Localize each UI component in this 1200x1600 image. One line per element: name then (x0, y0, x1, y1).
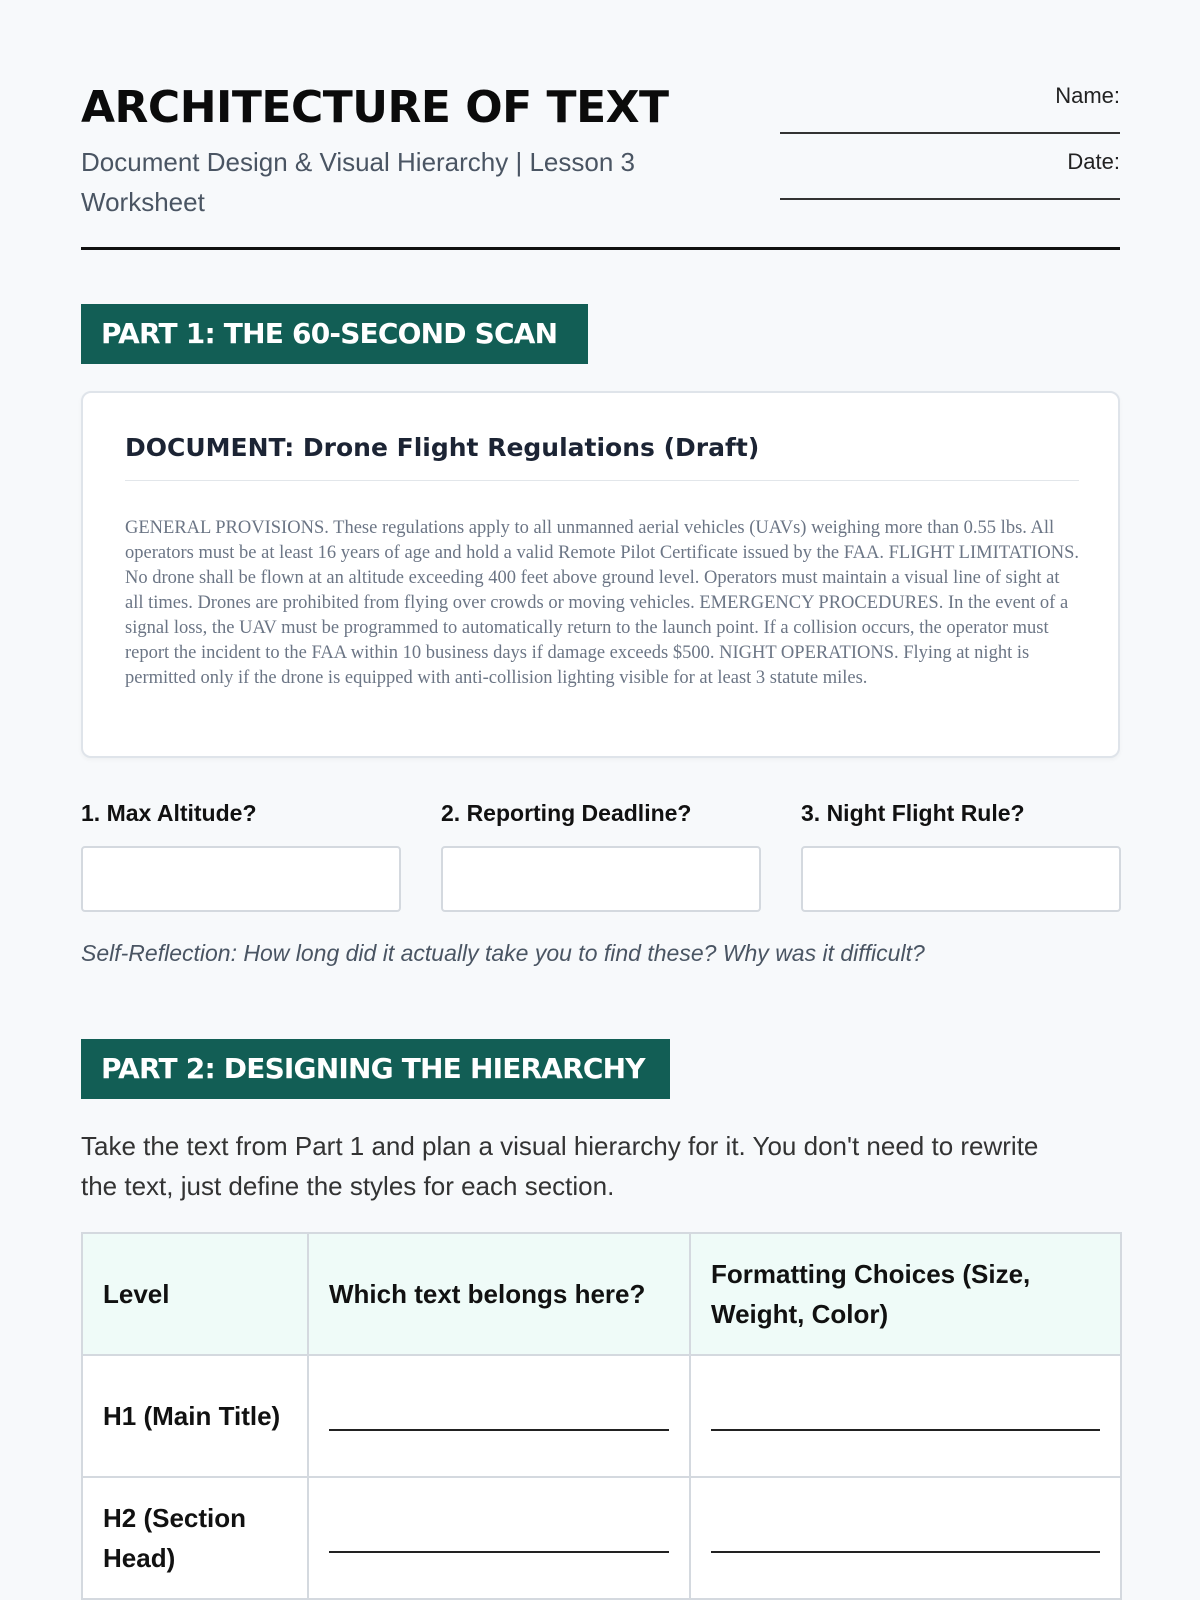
date-field[interactable] (780, 180, 1120, 200)
formatting-answer-line[interactable] (711, 1411, 1100, 1431)
level-label: H1 (Main Title) (103, 1401, 281, 1431)
name-field[interactable] (780, 114, 1120, 134)
worksheet-page (81, 0, 1120, 1573)
part1-banner: PART 1: THE 60-SECOND SCAN (81, 304, 588, 364)
table-row (82, 1355, 1121, 1477)
formatting-answer-line[interactable] (711, 1533, 1100, 1553)
self-reflection-prompt: Self-Reflection: How long did it actually take you to find these? Why was it difficult? (81, 940, 925, 966)
column-header-text: Which text belongs here? (308, 1233, 690, 1355)
column-header-level: Level (82, 1233, 308, 1355)
question-label: 3. Night Flight Rule? (801, 800, 1025, 826)
table-header-row (82, 1233, 1121, 1355)
document-body: GENERAL PROVISIONS. These regulations apply to all unmanned aerial vehicles (UAVs) weighing more than 0.55 lbs. All operators must be at least 16 years of age and hold a valid Remote Pilot Certificate issued by the FAA. FLIGHT LIMITATIONS. No drone shall be flown at an altitude exceeding 400 feet above ground level. Operators must maintain a visual line of sight at all times. Drones are prohibited from flying over crowds or moving vehicles. EMERGENCY PROCEDURES. In the event of a signal loss, the UAV must be programmed to automatically return to the launch point. If a collision occurs, the operator must report the incident to the FAA within 10 business days if damage exceeds $500. NIGHT OPERATIONS. Flying at night is permitted only if the drone is equipped with anti-collision lighting visible for at least 3 statute miles. (125, 518, 1079, 688)
part2-banner: PART 2: DESIGNING THE HIERARCHY (81, 1039, 670, 1099)
name-label: Name: (1055, 83, 1120, 108)
worksheet-title: ARCHITECTURE OF TEXT (81, 82, 669, 133)
question-max-altitude (81, 800, 401, 912)
worksheet-subtitle: Document Design & Visual Hierarchy | Lesson 3 Worksheet (81, 147, 635, 217)
answer-box-night-flight-rule[interactable] (801, 846, 1121, 912)
table-row (82, 1477, 1121, 1599)
question-label: 2. Reporting Deadline? (441, 800, 692, 826)
student-meta (780, 78, 1120, 210)
text-answer-line[interactable] (329, 1411, 669, 1431)
level-label: H2 (Section Head) (103, 1503, 247, 1573)
document-card (81, 391, 1120, 758)
question-night-flight-rule (801, 800, 1121, 912)
hierarchy-table (81, 1232, 1122, 1600)
part2-intro: Take the text from Part 1 and plan a visual hierarchy for it. You don't need to rewrite the text, just define the styles for each section. (81, 1131, 1039, 1201)
question-label: 1. Max Altitude? (81, 800, 257, 826)
text-answer-line[interactable] (329, 1533, 669, 1553)
answer-box-max-altitude[interactable] (81, 846, 401, 912)
column-header-formatting: Formatting Choices (Size, Weight, Color) (690, 1233, 1121, 1355)
answer-box-reporting-deadline[interactable] (441, 846, 761, 912)
worksheet-header (81, 0, 1120, 250)
document-title: DOCUMENT: Drone Flight Regulations (Draft) (125, 433, 1079, 481)
question-reporting-deadline (441, 800, 761, 912)
date-label: Date: (1067, 149, 1120, 174)
